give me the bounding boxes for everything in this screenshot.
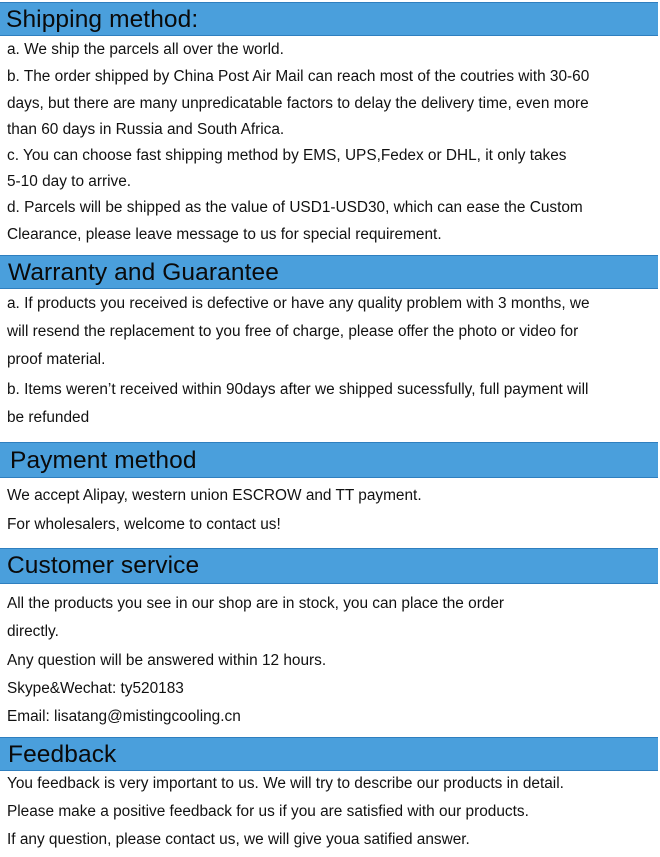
shipping-line-c2: 5-10 day to arrive. bbox=[7, 173, 132, 190]
shipping-method-header bbox=[0, 2, 658, 36]
shipping-line-c1: c. You can choose fast shipping method by EMS, UPS,Fedex or DHL, it only takes bbox=[7, 147, 567, 164]
shipping-line-b1: b. The order shipped by China Post Air Mail can reach most of the coutries with 30-60 bbox=[7, 68, 590, 85]
shipping-line-d1: d. Parcels will be shipped as the value of USD1-USD30, which can ease the Custom bbox=[7, 199, 583, 216]
feedback-header bbox=[0, 737, 658, 771]
warranty-line-b2: be refunded bbox=[7, 409, 90, 426]
shipping-line-a: a. We ship the parcels all over the world. bbox=[7, 41, 284, 58]
feedback-line-1: You feedback is very important to us. We will try to describe our products in detail. bbox=[7, 775, 564, 792]
warranty-title: Warranty and Guarantee bbox=[8, 259, 279, 286]
shipping-line-b3: than 60 days in Russia and South Africa. bbox=[7, 121, 285, 138]
payment-method-title: Payment method bbox=[10, 447, 197, 474]
service-line-2: directly. bbox=[7, 623, 59, 640]
shipping-line-d2: Clearance, please leave message to us for special requirement. bbox=[7, 226, 442, 243]
feedback-line-2: Please make a positive feedback for us if you are satisfied with our products. bbox=[7, 803, 529, 820]
payment-method-header bbox=[0, 442, 658, 478]
customer-service-title: Customer service bbox=[7, 552, 200, 579]
payment-line-2: For wholesalers, welcome to contact us! bbox=[7, 516, 281, 533]
customer-service-header bbox=[0, 548, 658, 584]
feedback-title: Feedback bbox=[8, 741, 117, 768]
shipping-line-b2: days, but there are many unpredicatable factors to delay the delivery time, even more bbox=[7, 95, 589, 112]
feedback-line-3: If any question, please contact us, we will give youa satified answer. bbox=[7, 831, 470, 848]
service-line-hours: Any question will be answered within 12 hours. bbox=[7, 652, 327, 669]
warranty-line-a3: proof material. bbox=[7, 351, 106, 368]
warranty-line-a2: will resend the replacement to you free of charge, please offer the photo or video for bbox=[7, 323, 579, 340]
warranty-line-a1: a. If products you received is defective or have any quality problem with 3 months, we bbox=[7, 295, 590, 312]
service-line-email: Email: lisatang@mistingcooling.cn bbox=[7, 708, 241, 725]
payment-line-1: We accept Alipay, western union ESCROW and TT payment. bbox=[7, 487, 422, 504]
warranty-line-b1: b. Items weren’t received within 90days after we shipped sucessfully, full payment will bbox=[7, 381, 589, 398]
service-line-1: All the products you see in our shop are in stock, you can place the order bbox=[7, 595, 505, 612]
service-line-skype: Skype&Wechat: ty520183 bbox=[7, 680, 184, 697]
warranty-header bbox=[0, 255, 658, 289]
shipping-method-title: Shipping method: bbox=[6, 6, 199, 33]
